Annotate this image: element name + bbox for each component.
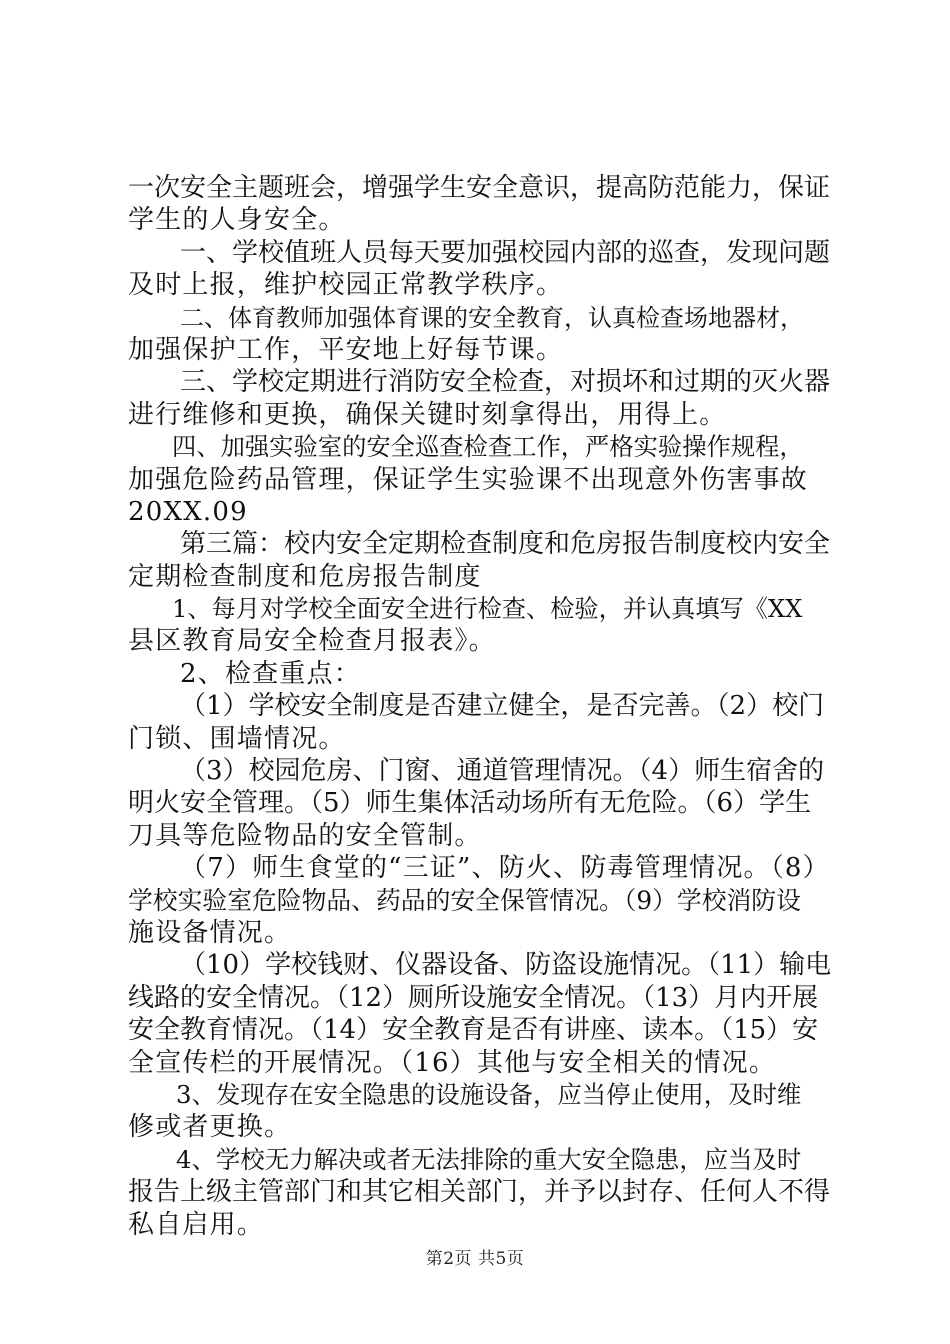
text-line: 三、学校定期进行消防安全检查，对损坏和过期的灭火器: [180, 367, 831, 398]
text-line: 4、学校无力解决或者无法排除的重大安全隐患，应当及时: [176, 1144, 802, 1174]
text-line: 及时上报，维护校园正常教学秩序。: [128, 270, 564, 301]
text-line: 一、学校值班人员每天要加强校园内部的巡查，发现问题: [180, 237, 831, 268]
text-line: 一次安全主题班会，增强学生安全意识，提高防范能力，保证: [128, 173, 831, 203]
text-line: 全宣传栏的开展情况。（16）其他与安全相关的情况。: [128, 1047, 777, 1078]
text-line: 20XX.09: [128, 496, 248, 527]
text-line: 施设备情况。: [128, 917, 292, 948]
text-line: 刀具等危险物品的安全管制。: [128, 820, 482, 851]
text-line: 安全教育情况。（14）安全教育是否有讲座、读本。（15）安: [128, 1015, 819, 1046]
text-line: 私自启用。: [128, 1209, 265, 1240]
page-number-footer: 第2页 共5页: [425, 1249, 525, 1269]
text-line: 县区教育局安全检查月报表》。: [128, 626, 496, 657]
text-line: 2、检查重点：: [180, 658, 361, 689]
text-line: 二、体育教师加强体育课的安全教育，认真检查场地器材，: [180, 303, 804, 332]
text-line: 报告上级主管部门和其它相关部门，并予以封存、任何人不得: [128, 1177, 831, 1208]
text-line: 进行维修和更换，确保关键时刻拿得出，用得上。: [128, 399, 727, 430]
section-heading-line: 第三篇：校内安全定期检查制度和危房报告制度校内安全: [180, 529, 831, 560]
text-line: 3、发现存在安全隐患的设施设备，应当停止使用，及时维: [176, 1079, 802, 1109]
section-heading-line: 定期检查制度和危房报告制度: [128, 561, 482, 592]
text-line: 学校实验室危险物品、药品的安全保管情况。（9）学校消防设: [128, 885, 801, 915]
text-line: 明火安全管理。（5）师生集体活动场所有无危险。（6）学生: [128, 788, 812, 819]
text-line: 四、加强实验室的安全巡查检查工作，严格实验操作规程，: [172, 432, 804, 462]
text-line: （10）学校钱财、仪器设备、防盗设施情况。（11）输电: [180, 950, 832, 981]
text-line: 学生的人身安全。: [128, 205, 346, 236]
text-line: 加强保护工作，平安地上好每节课。: [128, 334, 564, 365]
document-body: [128, 172, 833, 1241]
text-line: （3）校园危房、门窗、通道管理情况。（4）师生宿舍的: [180, 756, 825, 787]
text-line: 修或者更换。: [128, 1112, 292, 1143]
text-line: 加强危险药品管理，保证学生实验课不出现意外伤害事故: [128, 464, 809, 495]
text-line: 线路的安全情况。（12）厕所设施安全情况。（13）月内开展: [128, 982, 819, 1013]
text-line: 1、每月对学校全面安全进行检查、检验，并认真填写《XX: [172, 595, 803, 624]
text-line: 门锁、围墙情况。: [128, 723, 346, 754]
text-line: （1）学校安全制度是否建立健全，是否完善。（2）校门: [180, 691, 825, 722]
text-line: （7）师生食堂的“三证”、防火、防毒管理情况。（8）: [180, 853, 830, 884]
